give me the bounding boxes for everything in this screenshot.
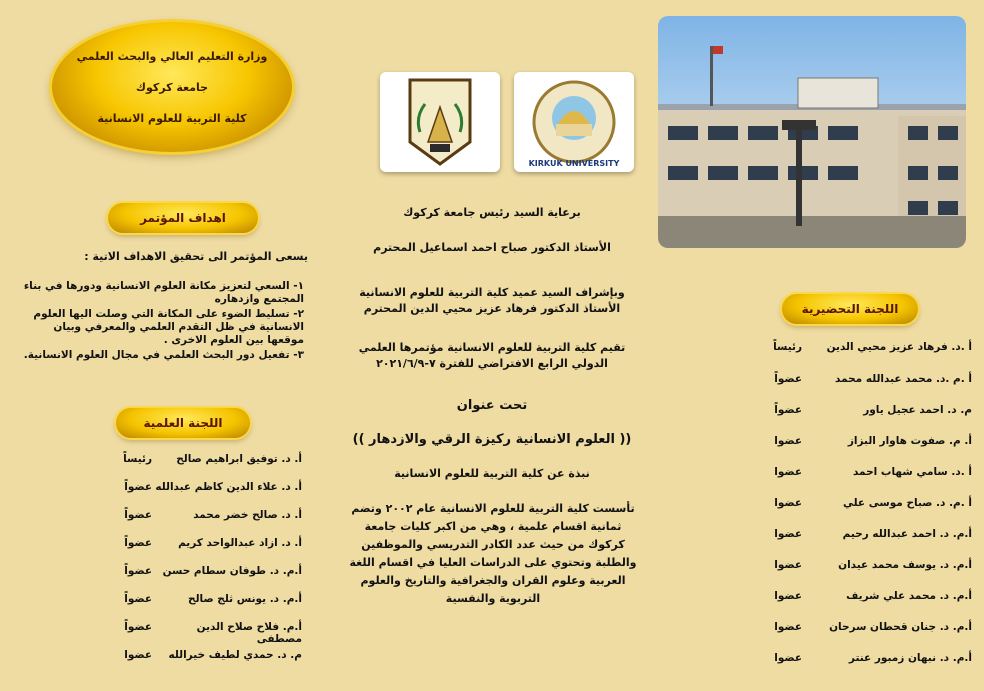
middle-panel — [328, 0, 656, 691]
member-role: عضوا — [774, 497, 802, 509]
goal-item: ١- السعي لتعزيز مكانة العلوم الانسانية ودورها في بناء المجتمع وازدهاره — [23, 280, 304, 305]
header-oval — [52, 22, 292, 152]
member-role: عضواً — [124, 481, 152, 493]
conference-title: (( العلوم الانسانية ركيزة الرقي والازدهار )) — [352, 432, 632, 447]
about-title: نبذة عن كلية التربية للعلوم الانسانية — [394, 467, 590, 480]
member-name: أ.م. د. احمد عبدالله رحيم — [842, 528, 972, 540]
member-name: م. د. احمد عجيل ياور — [863, 404, 972, 416]
member-role: رئيساً — [773, 341, 802, 353]
goals-intro: يسعى المؤتمر الى تحقيق الاهداف الاتية : — [84, 250, 308, 263]
college-emblem-icon — [380, 72, 500, 172]
university-logo — [514, 72, 634, 172]
member-row — [92, 453, 302, 471]
member-name: أ.م. د. محمد علي شريف — [846, 590, 972, 602]
member-role: عضواً — [124, 621, 152, 633]
member-name: أ.م. د. جنان قحطان سرحان — [829, 621, 972, 633]
member-name: أ. د. صالح خضر محمد — [193, 509, 302, 521]
member-name: أ. د. ازاد عبدالواحد كريم — [178, 537, 302, 549]
member-role: عضوا — [774, 621, 802, 633]
member-role: عضواً — [124, 509, 152, 521]
member-row — [92, 593, 302, 611]
goals-title: اهداف المؤتمر — [108, 203, 258, 233]
goals-list — [18, 280, 304, 364]
member-name: أ.م. فلاح صلاح الدين مصطفى — [196, 621, 302, 645]
college-name: كلية التربية للعلوم الانسانية — [97, 111, 247, 125]
member-row — [742, 621, 972, 639]
scientific-title: اللجنة العلمية — [116, 408, 250, 438]
member-role: رئيساً — [123, 453, 152, 465]
ministry-name: وزارة التعليم العالي والبحث العلمي — [76, 49, 268, 63]
member-role: عضواً — [124, 565, 152, 577]
member-row — [92, 509, 302, 527]
member-row — [742, 528, 972, 546]
member-row — [742, 559, 972, 577]
member-role: عضوا — [774, 652, 802, 664]
goal-item: ٣- تفعيل دور البحث العلمي في مجال العلوم الانسانية. — [23, 349, 304, 361]
member-role: عضواً — [774, 404, 802, 416]
member-row — [742, 373, 972, 391]
about-text: تأسست كلية التربية للعلوم الانسانية عام ٢٠٠٢ وتضم ثمانية اقسام علمية ، وهي من اكبر كليات جامعة كركوك من حيث عدد الكادر التدريسي والموظفين والطلبة وتحتوي على الدراسات العليا في اقسام اللغة العربية وعلوم القران والجغرافية والتاريخ والعلوم التربوية والنفسية — [349, 502, 637, 605]
college-logo — [380, 72, 500, 172]
member-role: عضوا — [774, 466, 802, 478]
building-image-icon — [658, 16, 966, 248]
logo-caption: KIRKUK UNIVERSITY — [528, 159, 620, 168]
member-role: عضوا — [774, 528, 802, 540]
member-row — [92, 649, 302, 667]
member-name: أ .د. سامي شهاب احمد — [852, 466, 972, 478]
member-name: أ .د. فرهاد عزيز محيي الدين — [826, 341, 972, 353]
university-name: جامعة كركوك — [135, 80, 209, 94]
member-role: عضوا — [774, 435, 802, 447]
member-role: عضواً — [124, 593, 152, 605]
preparatory-title: اللجنة التحضيرية — [782, 294, 918, 324]
member-name: أ .م .د. محمد عبدالله محمد — [835, 373, 972, 385]
college-building-photo — [658, 16, 966, 248]
member-row — [742, 497, 972, 515]
member-role: عضواً — [124, 537, 152, 549]
member-name: أ.م. د. يوسف محمد عيدان — [838, 559, 972, 571]
left-panel — [0, 0, 328, 691]
member-row — [92, 481, 302, 499]
announcement: تقيم كلية التربية للعلوم الانسانية مؤتمرها العلمي الدولي الرابع الافتراضي للفترة ٧-٢٠٢١/٦/٩ — [358, 341, 626, 370]
member-row — [92, 537, 302, 555]
member-name: أ. د. توفيق ابراهيم صالح — [176, 453, 302, 465]
supervision-name: الأستاذ الدكتور فرهاد عزيز محيي الدين المحترم — [363, 302, 621, 315]
member-row — [742, 341, 972, 359]
member-row — [742, 466, 972, 484]
patron-line: برعاية السيد رئيس جامعة كركوك — [403, 206, 581, 219]
member-row — [742, 652, 972, 670]
member-row — [92, 565, 302, 583]
member-role: عضواً — [774, 373, 802, 385]
member-name: أ.م. د. يونس ثلج صالح — [188, 593, 302, 605]
goal-item: ٢- تسليط الضوء على المكانة التي وصلت اليها العلوم الانسانية في ظل التقدم العلمي والمعرفي وبيان موقعها بين العلوم الاخرى . — [33, 308, 304, 346]
member-name: أ.م. د. طوفان سطام حسن — [162, 565, 302, 577]
member-row — [742, 435, 972, 453]
member-name: أ. م. صفوت هاوار البزاز — [847, 435, 972, 447]
member-name: أ. د. علاء الدين كاظم عبدالله — [155, 481, 302, 493]
member-role: عضوا — [774, 590, 802, 602]
member-row — [742, 590, 972, 608]
member-role: عضوا — [774, 559, 802, 571]
member-name: م. د. حمدي لطيف خيرالله — [168, 649, 302, 661]
patron-name: الأستاذ الدكتور صباح احمد اسماعيل المحترم — [373, 241, 611, 254]
university-emblem-icon — [514, 72, 634, 172]
member-name: أ .م. د. صباح موسى علي — [843, 497, 972, 509]
member-name: أ.م. د. نبهان زمبور عنتر — [848, 652, 972, 664]
member-row — [92, 621, 302, 645]
under-title: تحت عنوان — [456, 398, 528, 413]
member-role: عضوا — [124, 649, 152, 661]
supervision-line: وبإشراف السيد عميد كلية التربية للعلوم الانسانية — [359, 286, 625, 299]
member-row — [742, 404, 972, 422]
